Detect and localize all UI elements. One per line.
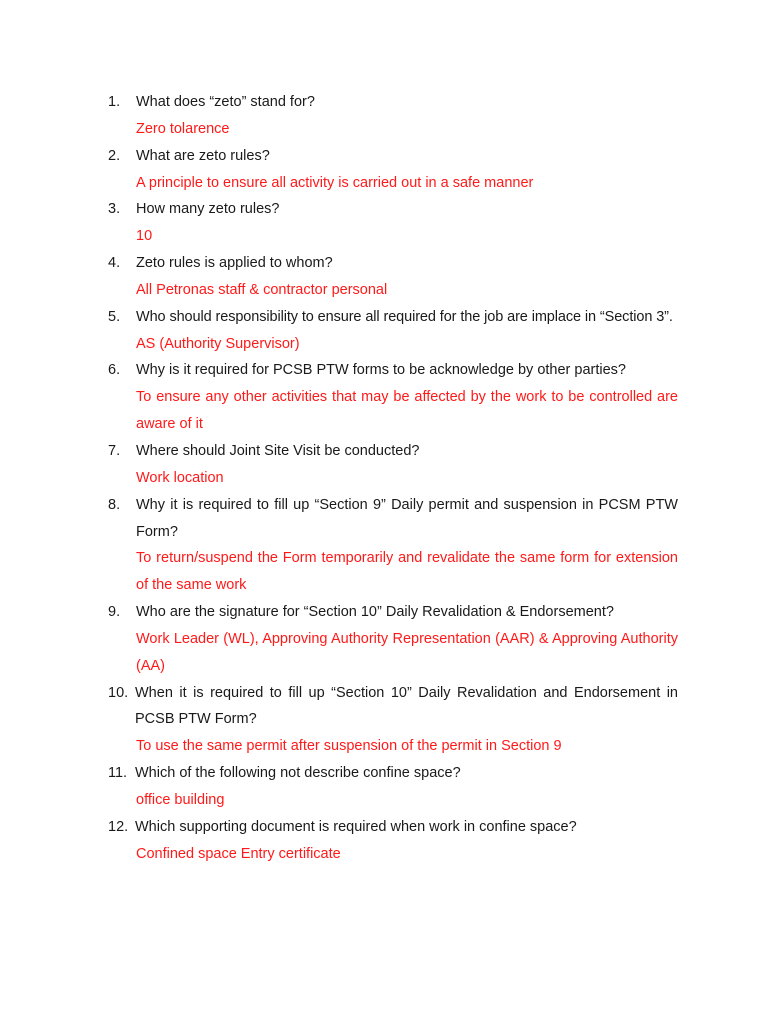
question-number: 10. [108, 684, 129, 701]
question-text: What does “zeto” stand for? [136, 94, 315, 110]
qa-item-10 [108, 680, 678, 761]
question-row [108, 814, 678, 841]
question-number: 8. [108, 496, 121, 513]
question-text: Why it is required to fill up “Section 9” Daily permit and suspension in PCSM PTW Form? [136, 496, 678, 540]
answer-text: To ensure any other activities that may be affected by the work to be controlled are aware of it [136, 389, 678, 433]
answer-text: Work location [136, 469, 224, 486]
qa-list [108, 89, 678, 867]
qa-item-8 [108, 492, 678, 599]
answer-text: office building [136, 791, 225, 808]
question-row [108, 304, 678, 331]
question-row [108, 143, 678, 170]
answer-text: A principle to ensure all activity is carried out in a safe manner [136, 174, 534, 191]
question-number: 11. [108, 765, 128, 782]
qa-item-5 [108, 304, 678, 358]
question-number: 12. [108, 818, 129, 835]
question-number: 2. [108, 147, 121, 164]
question-text: When it is required to fill up “Section 10” Daily Revalidation and Endorsement in PCSB PTW Form? [135, 684, 678, 728]
question-text: Who are the signature for “Section 10” Daily Revalidation & Endorsement? [136, 604, 614, 621]
question-number: 6. [108, 362, 121, 379]
question-text: Why is it required for PCSB PTW forms to be acknowledge by other parties? [136, 362, 626, 379]
qa-item-7 [108, 438, 678, 492]
answer-text: 10 [136, 228, 153, 245]
question-row [108, 599, 678, 626]
question-row [108, 438, 678, 465]
answer-text: Confined space Entry certificate [136, 845, 341, 862]
question-row [108, 89, 678, 116]
question-number: 9. [108, 604, 121, 621]
answer-text: All Petronas staff & contractor personal [136, 281, 388, 298]
question-row [108, 250, 678, 277]
qa-item-9 [108, 599, 678, 680]
question-row [108, 357, 678, 384]
question-number: 7. [108, 442, 121, 459]
answer-text: To return/suspend the Form temporarily and revalidate the same form for extension of the same work [136, 550, 678, 594]
question-text: Which of the following not describe confine space? [135, 765, 461, 782]
answer-text: Zero tolarence [136, 120, 230, 137]
question-text: Where should Joint Site Visit be conducted? [136, 442, 420, 459]
question-text: What are zeto rules? [136, 147, 270, 164]
qa-item-1 [108, 89, 678, 143]
question-text: Which supporting document is required when work in confine space? [135, 818, 577, 835]
qa-item-4 [108, 250, 678, 304]
qa-item-6 [108, 357, 678, 438]
answer-text: AS (Authority Supervisor) [136, 335, 300, 352]
answer-text: Work Leader (WL), Approving Authority Representation (AAR) & Approving Authority (AA) [136, 630, 678, 674]
question-number: 5. [108, 308, 121, 325]
question-row [108, 196, 678, 223]
qa-item-2 [108, 143, 678, 197]
qa-item-11 [108, 760, 678, 814]
question-text: Zeto rules is applied to whom? [136, 255, 333, 272]
question-number: 3. [108, 201, 121, 218]
question-row [108, 760, 678, 787]
question-number: 4. [108, 255, 121, 272]
question-row [108, 680, 678, 734]
qa-item-12 [108, 814, 678, 868]
question-row [108, 492, 678, 546]
question-text: How many zeto rules? [136, 201, 280, 218]
qa-item-3 [108, 196, 678, 250]
question-number: 1. [108, 94, 121, 110]
question-text: Who should responsibility to ensure all required for the job are implace in “Section 3”. [136, 308, 673, 325]
answer-text: To use the same permit after suspension of the permit in Section 9 [136, 738, 562, 755]
